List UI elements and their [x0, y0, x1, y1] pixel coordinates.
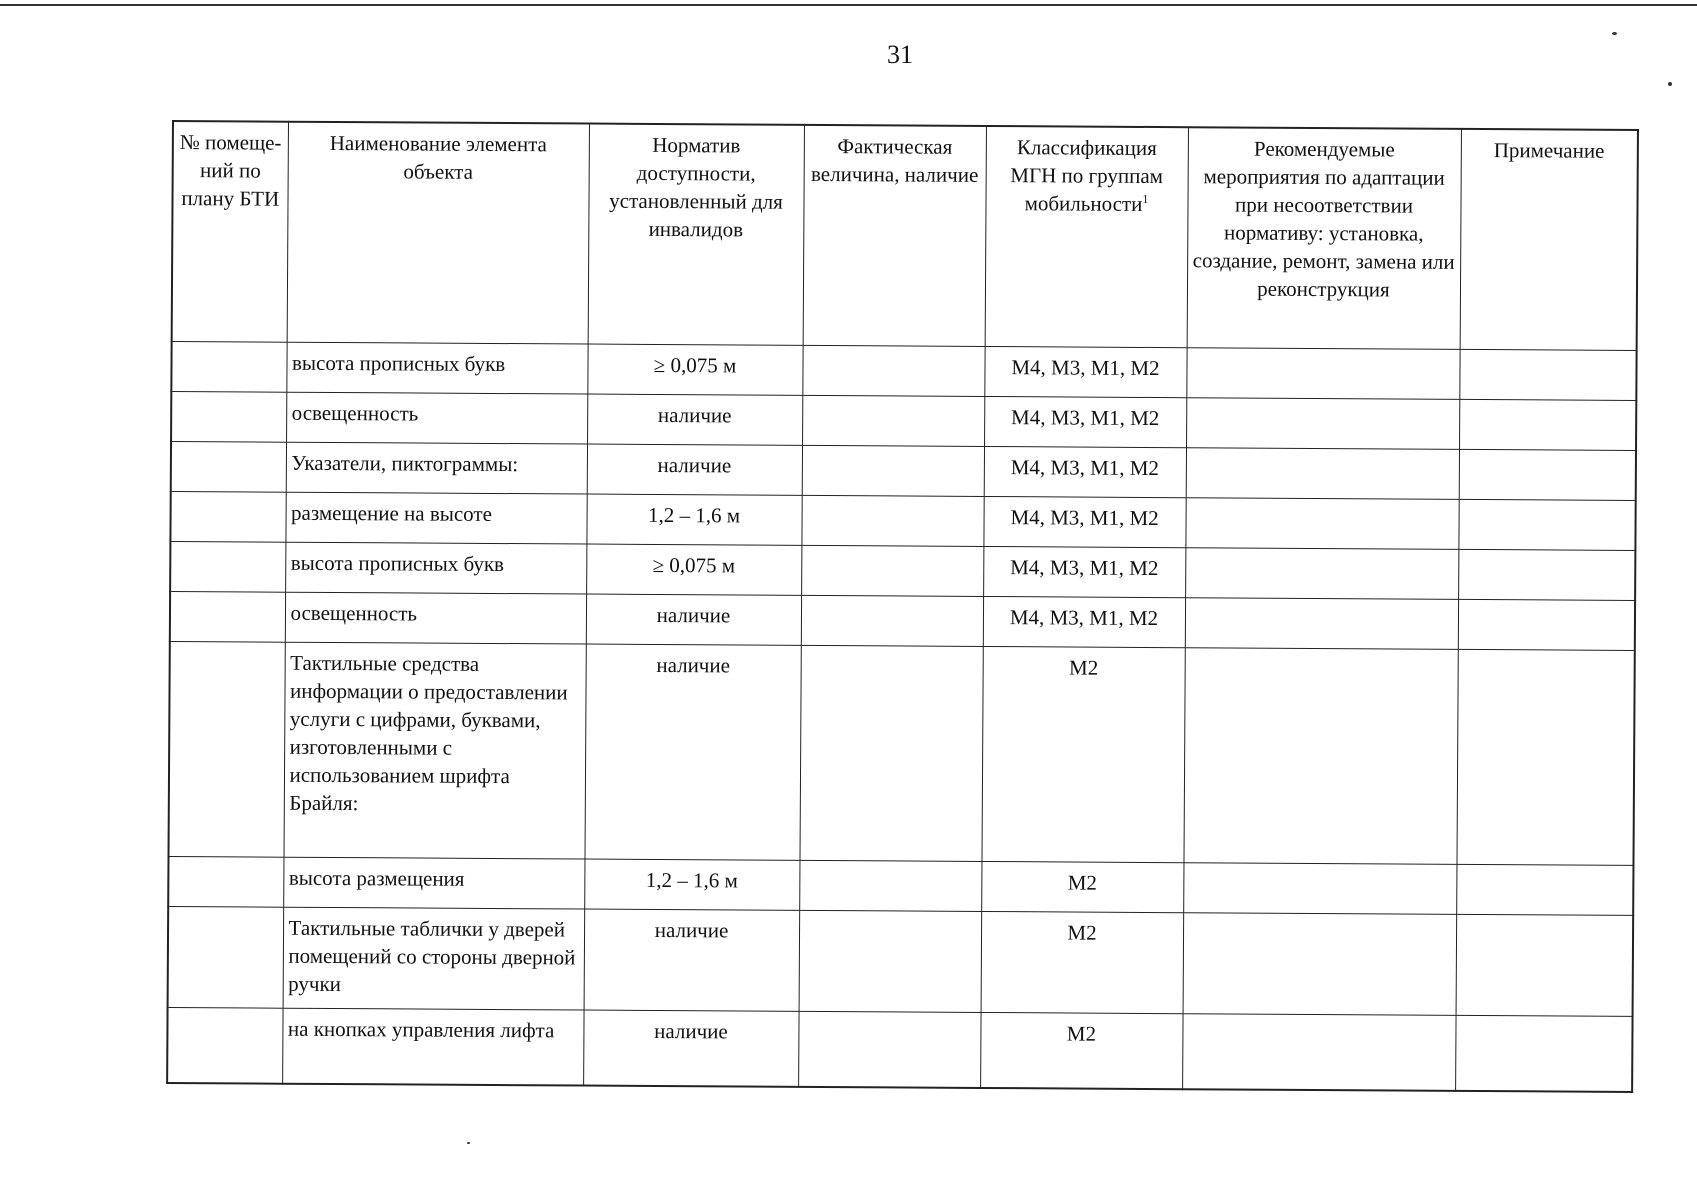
cell-note: [1459, 449, 1636, 500]
cell-classification: М4, М3, М1, М2: [983, 596, 1185, 647]
cell-actual: [801, 495, 983, 546]
cell-room-number: [170, 541, 285, 592]
cell-element-name: высота прописных букв: [285, 542, 586, 594]
cell-note: [1456, 649, 1634, 865]
cell-norm: наличие: [583, 1010, 798, 1087]
cell-note: [1455, 1015, 1632, 1092]
cell-classification: М4, М3, М1, М2: [984, 346, 1186, 397]
cell-norm: наличие: [586, 594, 801, 645]
cell-norm: ≥ 0,075 м: [586, 544, 801, 595]
table-row: [171, 392, 1636, 451]
cell-recommendation: [1186, 448, 1459, 500]
cell-classification: М2: [981, 861, 1183, 912]
cell-element-name: Тактильные таблички у дверей помещений со стороны дверной ручки: [283, 907, 585, 1010]
scan-speck: [467, 1142, 470, 1144]
table-row: [167, 1007, 1632, 1091]
cell-norm: наличие: [587, 444, 802, 495]
cell-room-number: [168, 856, 283, 907]
cell-recommendation: [1182, 1014, 1455, 1091]
header-cell-classification: [985, 126, 1188, 348]
cell-norm: ≥ 0,075 м: [587, 344, 802, 395]
cell-classification: М4, М3, М1, М2: [984, 446, 1186, 497]
cell-norm: 1,2 – 1,6 м: [586, 494, 801, 545]
scan-speck: [1612, 32, 1617, 35]
cell-room-number: [169, 641, 285, 857]
cell-classification: М4, М3, М1, М2: [983, 546, 1185, 597]
header-classification-text: Классификация МГН по группам мобильности: [1010, 135, 1164, 216]
cell-note: [1456, 864, 1633, 915]
table-row: [169, 641, 1635, 865]
cell-actual: [802, 345, 984, 396]
cell-classification: М2: [980, 1012, 1182, 1089]
cell-note: [1456, 914, 1634, 1016]
header-cell-norm: Норматив доступности, установленный для инвалидов: [588, 124, 804, 346]
cell-element-name: освещенность: [285, 592, 586, 644]
cell-recommendation: [1186, 348, 1459, 400]
cell-actual: [801, 595, 983, 646]
cell-room-number: [170, 491, 285, 542]
cell-recommendation: [1185, 498, 1458, 550]
cell-element-name: высота размещения: [283, 857, 584, 909]
cell-actual: [799, 860, 981, 911]
cell-recommendation: [1183, 648, 1457, 865]
cell-recommendation: [1185, 598, 1458, 650]
cell-note: [1459, 399, 1636, 450]
header-cell-note: Примечание: [1460, 129, 1638, 351]
scan-speck: [1668, 82, 1672, 86]
header-cell-element-name: Наименование элемента объекта: [287, 122, 589, 344]
cell-element-name: высота прописных букв: [286, 342, 587, 394]
cell-room-number: [167, 1007, 282, 1083]
accessibility-table: [166, 120, 1639, 1093]
cell-norm: наличие: [584, 909, 800, 1011]
cell-classification: М2: [981, 911, 1184, 1013]
cell-classification: М4, М3, М1, М2: [983, 496, 1185, 547]
table-row: [171, 442, 1636, 501]
cell-note: [1458, 549, 1635, 600]
footnote-mark: 1: [1142, 191, 1149, 206]
cell-recommendation: [1183, 913, 1457, 1016]
table-row: [170, 491, 1635, 550]
cell-element-name: размещение на высоте: [285, 492, 586, 544]
cell-norm: наличие: [587, 394, 802, 445]
top-rule: [0, 4, 1697, 6]
cell-classification: М2: [981, 646, 1184, 862]
cell-note: [1458, 499, 1635, 550]
table-row: [168, 856, 1633, 915]
cell-recommendation: [1183, 863, 1456, 915]
cell-element-name: на кнопках управления лифта: [282, 1008, 583, 1085]
cell-room-number: [171, 442, 286, 493]
table-row: [170, 591, 1635, 650]
cell-element-name: Указатели, пиктограммы:: [286, 442, 587, 494]
header-cell-actual: Фактическая величина, наличие: [803, 125, 986, 347]
table-wrap: [166, 120, 1637, 1093]
table-row: [170, 541, 1635, 600]
cell-note: [1459, 349, 1636, 400]
cell-actual: [799, 910, 982, 1012]
header-cell-room-number: № помеще-ний по плану БТИ: [172, 121, 288, 342]
table-row: [168, 906, 1634, 1016]
cell-room-number: [170, 591, 285, 642]
cell-room-number: [168, 906, 284, 1008]
cell-element-name: Тактильные средства информации о предоставлении услуги с цифрами, буквами, изготовленными с использованием шрифта Брайля:: [283, 642, 585, 859]
cell-norm: наличие: [584, 644, 800, 860]
cell-actual: [802, 395, 984, 446]
cell-norm: 1,2 – 1,6 м: [584, 859, 799, 910]
table-row: [171, 342, 1636, 401]
cell-recommendation: [1186, 398, 1459, 450]
cell-element-name: освещенность: [286, 392, 587, 444]
cell-actual: [802, 445, 984, 496]
cell-actual: [801, 545, 983, 596]
cell-actual: [799, 645, 982, 861]
cell-actual: [798, 1011, 980, 1088]
cell-note: [1458, 599, 1635, 650]
header-row: [172, 121, 1638, 350]
cell-classification: М4, М3, М1, М2: [984, 396, 1186, 447]
header-cell-recommendations: Рекомендуемые мероприятия по адаптации при несоответствии нормативу: установка, создание, ремонт, замена или реконструкция: [1187, 127, 1461, 349]
page-number: 31: [887, 40, 913, 69]
cell-room-number: [171, 342, 286, 393]
cell-room-number: [171, 392, 286, 443]
cell-recommendation: [1185, 548, 1458, 600]
